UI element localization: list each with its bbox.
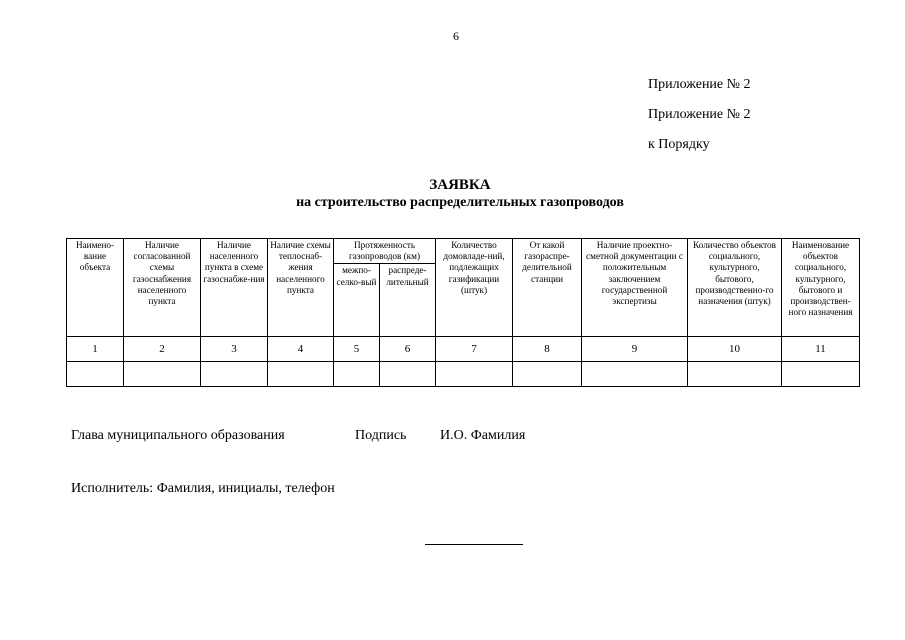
signature-label: Подпись bbox=[355, 428, 407, 443]
table-cell bbox=[436, 362, 513, 387]
subheader-cell: распреде-лительный bbox=[380, 264, 436, 337]
table-cell bbox=[380, 362, 436, 387]
column-number: 2 bbox=[124, 337, 201, 362]
header-cell-group: Протяженность газопроводов (км) bbox=[334, 239, 436, 264]
header-cell: Наличие согласованной схемы газоснабжения населенного пункта bbox=[124, 239, 201, 337]
header-cell: Наимено-вание объекта bbox=[67, 239, 124, 337]
table-cell bbox=[124, 362, 201, 387]
header-cell: Наличие населенного пункта в схеме газоснабже-ния bbox=[201, 239, 268, 337]
table-row bbox=[67, 362, 860, 387]
table-cell bbox=[268, 362, 334, 387]
column-number: 11 bbox=[782, 337, 860, 362]
table-cell bbox=[334, 362, 380, 387]
appendix-line-2: Приложение № 2 bbox=[648, 107, 751, 122]
table-cell bbox=[201, 362, 268, 387]
appendix-line-1: Приложение № 2 bbox=[648, 77, 751, 92]
column-number: 7 bbox=[436, 337, 513, 362]
table-cell bbox=[582, 362, 688, 387]
footer-divider bbox=[425, 544, 523, 545]
document-title: ЗАЯВКА bbox=[429, 177, 491, 193]
column-number: 8 bbox=[513, 337, 582, 362]
column-number: 1 bbox=[67, 337, 124, 362]
column-number: 6 bbox=[380, 337, 436, 362]
table-cell bbox=[513, 362, 582, 387]
header-cell: Наличие проектно-сметной документации с положительным заключением государственной экспертизы bbox=[582, 239, 688, 337]
signature-position: Глава муниципального образования bbox=[71, 428, 285, 443]
table-cell bbox=[67, 362, 124, 387]
column-number: 5 bbox=[334, 337, 380, 362]
header-cell: Наличие схемы теплоснаб-жения населенного пункта bbox=[268, 239, 334, 337]
header-cell: Количество объектов социального, культурного, бытового, производственно-го назначения (штук) bbox=[688, 239, 782, 337]
page-number: 6 bbox=[453, 29, 459, 43]
table-header-row bbox=[67, 239, 860, 264]
table-cell bbox=[688, 362, 782, 387]
header-cell: Наименование объектов социального, культурного, бытового и производствен-ного назначения bbox=[782, 239, 860, 337]
table-cell bbox=[782, 362, 860, 387]
header-cell: От какой газораспре-делительной станции bbox=[513, 239, 582, 337]
subheader-cell: межпо-селко-вый bbox=[334, 264, 380, 337]
column-number: 9 bbox=[582, 337, 688, 362]
header-cell: Количество домовладе-ний, подлежащих газификации (штук) bbox=[436, 239, 513, 337]
appendix-line-3: к Порядку bbox=[648, 137, 710, 152]
application-table bbox=[66, 238, 860, 387]
column-number: 10 bbox=[688, 337, 782, 362]
column-number: 4 bbox=[268, 337, 334, 362]
column-number: 3 bbox=[201, 337, 268, 362]
executor-line: Исполнитель: Фамилия, инициалы, телефон bbox=[71, 481, 335, 496]
signature-name: И.О. Фамилия bbox=[440, 428, 526, 443]
document-subtitle: на строительство распределительных газопроводов bbox=[296, 195, 624, 210]
column-number-row bbox=[67, 337, 860, 362]
